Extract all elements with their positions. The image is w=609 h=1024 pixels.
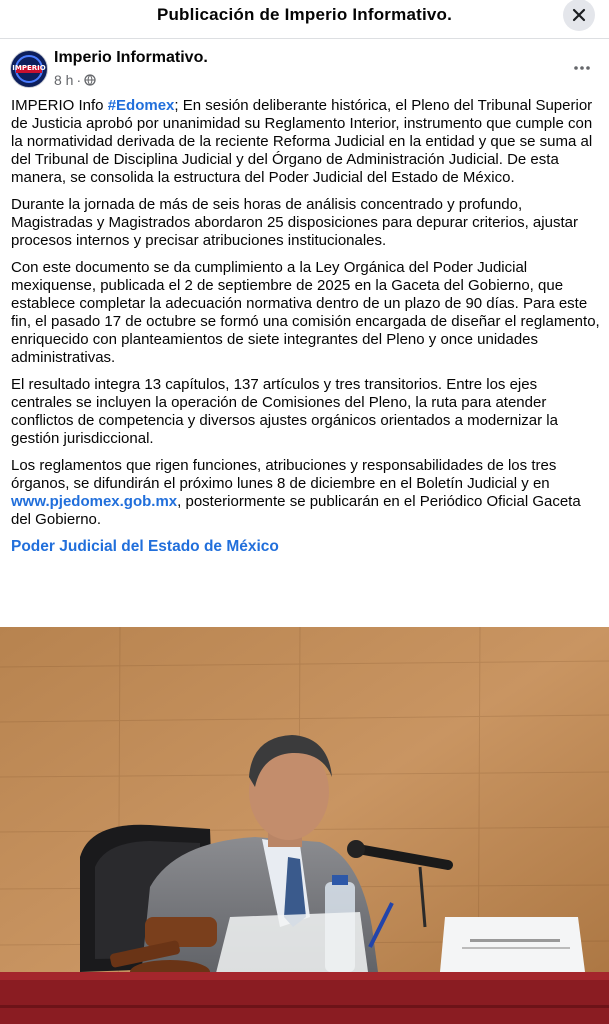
photo-image bbox=[0, 627, 609, 1024]
more-icon bbox=[573, 65, 591, 71]
post-meta bbox=[54, 72, 96, 88]
page-name[interactable]: Imperio Informativo. bbox=[54, 49, 208, 66]
post-paragraph-2: Durante la jornada de más de seis horas de análisis concentrado y profundo, Magistradas y Magistrados abordaron 25 disposiciones para depurar criterios, ajustar procesos internos y precisar atribuciones institucionales. bbox=[11, 196, 578, 249]
post-header bbox=[10, 48, 600, 90]
hashtag-link[interactable]: #Edomex bbox=[107, 97, 175, 114]
text: , posteriormente se publicarán en el Periódico Oficial Gaceta del Gobierno. bbox=[11, 493, 581, 528]
post-body bbox=[11, 97, 600, 565]
post-paragraph-1 bbox=[11, 97, 600, 187]
post-paragraph-3: Con este documento se da cumplimiento a la Ley Orgánica del Poder Judicial mexiquense, publicada el 2 de septiembre de 2025 en la Gaceta del Gobierno, que establece completar la adecuación normativa dentro de un plazo de 90 días. Para este fin, el pasado 17 de octubre se formó una comisión encargada de diseñar el reglamento, enriquecido con planteamientos de siete integrantes del Pleno y once unidades administrativas. bbox=[11, 259, 600, 366]
close-icon bbox=[572, 8, 586, 22]
post-paragraph-5 bbox=[11, 457, 600, 529]
meta-separator: · bbox=[76, 72, 82, 88]
close-button[interactable] bbox=[563, 0, 595, 31]
dialog-header bbox=[0, 0, 609, 39]
post-photo[interactable] bbox=[0, 627, 609, 1024]
website-link[interactable]: www.pjedomex.gob.mx bbox=[11, 493, 178, 510]
globe-icon bbox=[84, 74, 96, 86]
avatar[interactable] bbox=[10, 50, 48, 88]
post-time[interactable]: 8 h bbox=[54, 72, 74, 88]
text: ; En sesión deliberante histórica, el Pleno del Tribunal Superior de Justicia aprobó por unanimidad su Reglamento Interior, instrumento que cumple con la normatividad derivada de la reciente Reforma Judicial en la entidad y que se suma al del Tribunal de Disciplina Judicial y del Órgano de Administración Judicial. De esta manera, se consolida la estructura del Poder Judicial del Estado de México. bbox=[11, 97, 593, 186]
post-paragraph-4: El resultado integra 13 capítulos, 137 artículos y tres transitorios. Entre los ejes centrales se incluyen la operación de Comisiones del Pleno, la ruta para atender conflictos de competencia y diversos ajustes orgánicos orientados a modernizar la gestión jurisdiccional. bbox=[11, 376, 558, 447]
text: IMPERIO Info bbox=[11, 97, 108, 114]
more-options-button[interactable] bbox=[568, 54, 596, 82]
page-mention bbox=[11, 538, 600, 556]
text: Los reglamentos que rigen funciones, atribuciones y responsabilidades de los tres órganos, se difundirán el próximo lunes 8 de diciembre en el Boletín Judicial y en bbox=[11, 457, 557, 492]
dialog-title: Publicación de Imperio Informativo. bbox=[156, 5, 453, 24]
avatar-text: IMPERIO bbox=[12, 64, 46, 72]
page-mention-link[interactable]: Poder Judicial del Estado de México bbox=[11, 538, 279, 555]
